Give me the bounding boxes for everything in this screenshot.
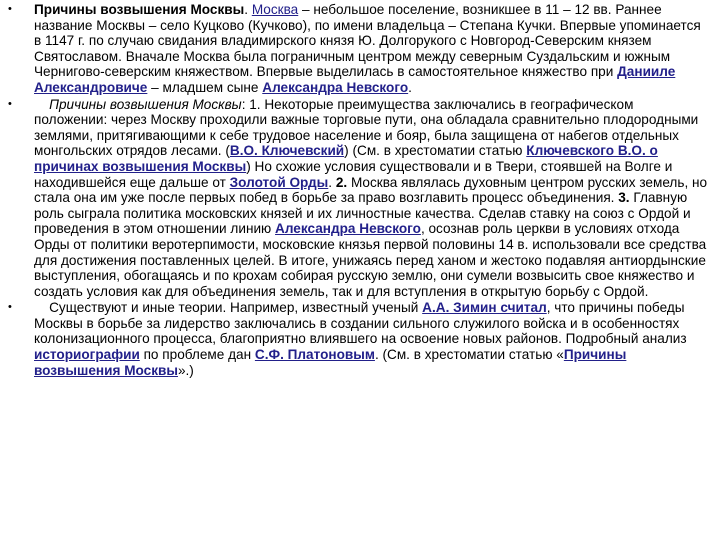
indent — [34, 97, 49, 112]
link-article-reasons[interactable]: Причины возвышения Москвы — [34, 347, 627, 378]
link-historiography[interactable]: историографии — [34, 347, 140, 363]
section-title: Причины возвышения Москвы — [34, 2, 245, 17]
link-moskva[interactable]: Москва — [251, 2, 299, 17]
text: Главную роль сыграла политика московских князей и их личностные качества. Сделав ставку на союз с Ордой и проведения в этом отношении линию — [34, 190, 691, 237]
bullet-icon: • — [8, 97, 12, 110]
text: , что причины победы Москвы в борьбе за лидерство заключались в создании сильного служилого войска и в особенностях колонизационного процесса, благоприятно влиявшего на освоение новых районов. Подробный анализ — [34, 300, 687, 347]
text: . — [408, 79, 412, 95]
text: , осознав роль церкви в условиях отхода Орды от политики веротерпимости, московские князья первой половины 14 в. использовали все средства для достижения поставленных целей. В итоге, унижаясь перед ханом и жестоко подавляя антиордынские выступления, обогащаясь и по крохам собирая русскую землю, они сумели возвысить свое княжество и создать условия как для объединения земель, так и для вступления в открытую борьбу с Ордой. — [34, 221, 707, 299]
paragraph-reasons — [8, 97, 708, 300]
number-3: 3. — [618, 190, 630, 206]
reasons-title: Причины возвышения Москвы — [49, 96, 242, 112]
text: Существуют и иные теории. Например, известный ученый — [49, 300, 423, 316]
link-daniil-aleksandrovich[interactable]: Данииле Александровиче — [34, 64, 676, 95]
link-aleksandr-nevsky[interactable]: Александра Невского — [262, 79, 409, 95]
bullet-icon: • — [8, 301, 12, 314]
link-klyuchevsky-article[interactable]: Ключевского В.О. о причинах возвышения Москвы — [34, 143, 658, 174]
text: – младшем сыне — [147, 79, 263, 95]
text: . (См. в хрестоматии статью « — [374, 347, 564, 363]
text: – небольшое поселение, возникшее в 11 – 12 вв. Раннее название Москвы – село Куцково (Кучково), по имени владельца – Степана Кучки. Впервые упоминается в 1147 г. по случаю свидания владимирского князя Ю. Долгорукого с Новгород-Северским князем Святославом. Вначале Москва была пограничным центром между северным Суздальским и южным Чернигово-северским княжеством. Впервые выделилась в самостоятельное княжество при — [34, 2, 701, 80]
bullet-list — [8, 2, 708, 378]
text: : 1. Некоторые преимущества заключались в географическом положении: через Москву проходили важные торговые пути, она обладала сравнительно плодородными землями, притягивающими к себе трудовое население и бояр, была защищена от набегов отдельных монгольских отрядов лесами. ( — [34, 96, 699, 159]
paragraph-origin — [8, 2, 708, 96]
text: . — [328, 174, 336, 190]
link-zimin[interactable]: А.А. Зимин считал — [422, 300, 547, 316]
text: ) (См. в хрестоматии статью — [344, 143, 527, 159]
paragraph-other-theories — [8, 300, 708, 378]
text: . — [244, 2, 252, 17]
link-zolotaya-orda[interactable]: Золотой Орды — [229, 174, 329, 190]
bullet-icon: • — [8, 3, 12, 15]
number-2: 2. — [335, 174, 348, 190]
text: ».) — [177, 362, 194, 378]
indent — [34, 300, 49, 315]
link-platonov[interactable]: С.Ф. Платоновым — [254, 347, 375, 363]
text: Москва являлась духовным центром русских земель, но стала она им уже после первых побед в борьбе за право возглавить процесс объединения. — [34, 174, 708, 206]
text: по проблеме дан — [139, 347, 255, 363]
link-aleksandr-nevsky-2[interactable]: Александра Невского — [275, 221, 421, 237]
link-klyuchevsky[interactable]: В.О. Ключевский — [229, 143, 345, 159]
text: ) Но схожие условия существовали и в Твери, стоявшей на Волге и находившейся еще дальше от — [34, 158, 673, 190]
